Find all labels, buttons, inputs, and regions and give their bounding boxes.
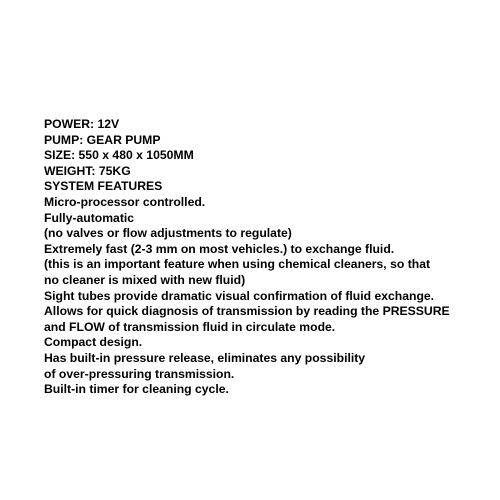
spec-size: SIZE: 550 x 480 x 1050MM [44, 148, 194, 163]
feature-line: (this is an important feature when using chemical cleaners, so that [44, 257, 431, 272]
spec-power: POWER: 12V [44, 117, 120, 131]
feature-line: Micro-processor controlled. [44, 194, 206, 209]
feature-line: Sight tubes provide dramatic visual confirmation of fluid exchange. [44, 288, 435, 303]
feature-line: of over-pressuring transmission. [44, 366, 235, 381]
spec-sheet [44, 117, 494, 398]
spec-pump: PUMP: GEAR PUMP [44, 132, 161, 147]
feature-line: Built-in timer for cleaning cycle. [44, 382, 229, 397]
feature-line: and FLOW of transmission fluid in circulate mode. [44, 319, 336, 334]
feature-line: (no valves or flow adjustments to regulate) [44, 226, 292, 241]
feature-line: Extremely fast (2-3 mm on most vehicles.) to exchange fluid. [44, 241, 395, 256]
feature-line: Compact design. [44, 335, 143, 350]
spec-weight: WEIGHT: 75KG [44, 163, 131, 178]
feature-line: Fully-automatic [44, 210, 135, 225]
feature-line: Has built-in pressure release, eliminates any possibility [44, 350, 366, 365]
feature-line: Allows for quick diagnosis of transmission by reading the PRESSURE [44, 304, 450, 319]
features-heading: SYSTEM FEATURES [44, 179, 163, 194]
feature-line: no cleaner is mixed with new fluid) [44, 272, 246, 287]
